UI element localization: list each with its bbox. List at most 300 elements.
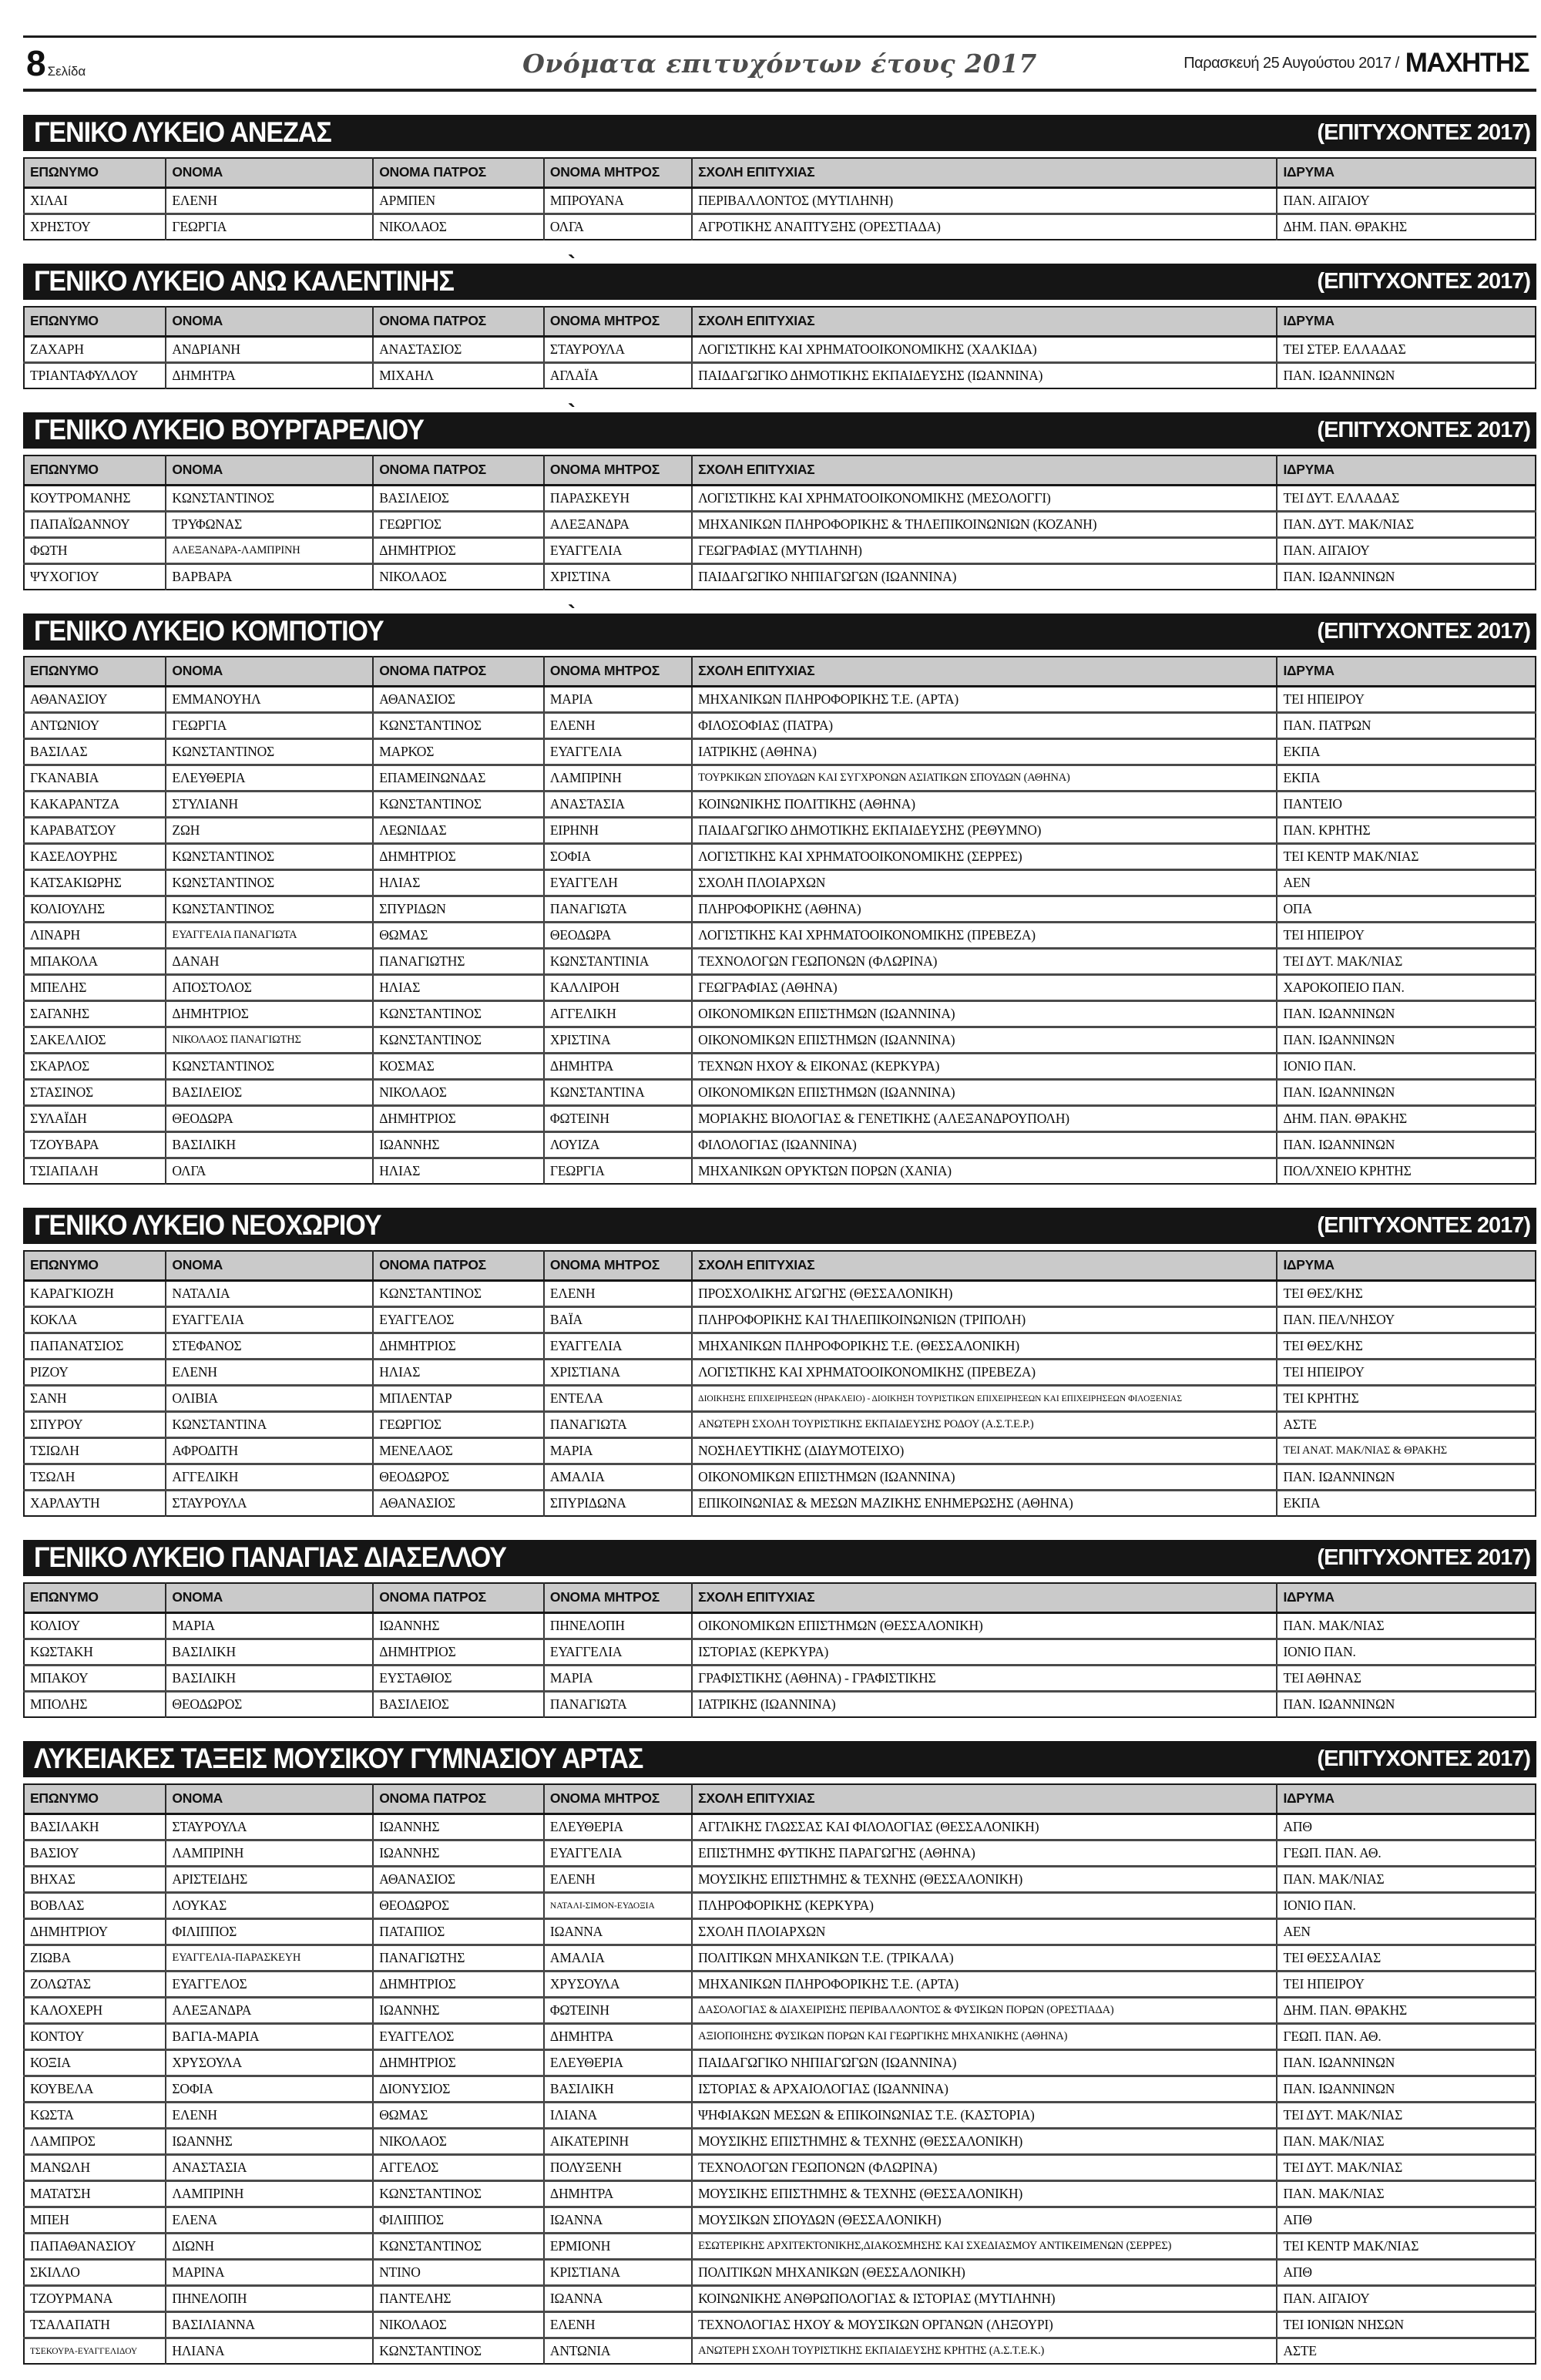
institution-cell: ΔΗΜ. ΠΑΝ. ΘΡΑΚΗΣ xyxy=(1277,1998,1536,2024)
surname-cell: ΣΑΚΕΛΛΙΟΣ xyxy=(24,1027,166,1054)
first-name-cell: ΕΛΕΝΗ xyxy=(166,188,373,214)
surname-cell: ΚΑΛΟΧΕΡΗ xyxy=(24,1998,166,2024)
surname-cell: ΦΩΤΗ xyxy=(24,538,166,564)
student-row xyxy=(24,2338,1536,2365)
father-name-cell: ΑΝΑΣΤΑΣΙΟΣ xyxy=(373,337,544,363)
student-row xyxy=(24,792,1536,818)
surname-cell: ΚΑΚΑΡΑΝΤΖΑ xyxy=(24,792,166,818)
father-name-cell: ΕΥΑΓΓΕΛΟΣ xyxy=(373,2024,544,2050)
school-of-success-cell: ΑΓΡΟΤΙΚΗΣ ΑΝΑΠΤΥΞΗΣ (ΟΡΕΣΤΙΑΔΑ) xyxy=(692,214,1277,240)
father-name-cell: ΠΑΤΑΠΙΟΣ xyxy=(373,1919,544,1945)
page-number: 8 xyxy=(26,43,45,83)
surname-cell: ΚΑΤΣΑΚΙΩΡΗΣ xyxy=(24,870,166,896)
first-name-cell: ΟΛΓΑ xyxy=(166,1158,373,1185)
surname-cell: ΖΙΩΒΑ xyxy=(24,1945,166,1972)
institution-cell: ΤΕΙ ΗΠΕΙΡΟΥ xyxy=(1277,687,1536,713)
mother-name-cell: ΦΩΤΕΙΝΗ xyxy=(544,1998,692,2024)
first-name-cell: ΕΥΑΓΓΕΛΟΣ xyxy=(166,1972,373,1998)
institution-cell: ΠΑΝ. ΑΙΓΑΙΟΥ xyxy=(1277,2286,1536,2312)
first-name-cell: ΑΛΕΞΑΝΔΡΑ-ΛΑΜΠΡΙΝΗ xyxy=(166,538,373,564)
first-name-cell: ΔΙΩΝΗ xyxy=(166,2234,373,2260)
school-of-success-cell: ΠΟΛΙΤΙΚΩΝ ΜΗΧΑΝΙΚΩΝ Τ.Ε. (ΤΡΙΚΑΛΑ) xyxy=(692,1945,1277,1972)
mother-name-cell: ΦΩΤΕΙΝΗ xyxy=(544,1106,692,1132)
father-name-cell: ΕΥΣΤΑΘΙΟΣ xyxy=(373,1666,544,1692)
student-row xyxy=(24,1307,1536,1333)
student-row xyxy=(24,1998,1536,2024)
surname-cell: ΣΚΑΡΛΟΣ xyxy=(24,1054,166,1080)
father-name-cell: ΘΩΜΑΣ xyxy=(373,923,544,949)
surname-cell: ΣΥΛΑΪΔΗ xyxy=(24,1106,166,1132)
school-of-success-cell: ΑΝΩΤΕΡΗ ΣΧΟΛΗ ΤΟΥΡΙΣΤΙΚΗΣ ΕΚΠΑΙΔΕΥΣΗΣ ΡΟΔΟΥ (Α.Σ.Τ.Ε.Ρ.) xyxy=(692,1412,1277,1438)
column-header-institution: ΙΔΡΥΜΑ xyxy=(1277,1784,1536,1814)
student-row xyxy=(24,538,1536,564)
school-of-success-cell: ΠΡΟΣΧΟΛΙΚΗΣ ΑΓΩΓΗΣ (ΘΕΣΣΑΛΟΝΙΚΗ) xyxy=(692,1281,1277,1307)
father-name-cell: ΔΗΜΗΤΡΙΟΣ xyxy=(373,1106,544,1132)
school-of-success-cell: ΣΧΟΛΗ ΠΛΟΙΑΡΧΩΝ xyxy=(692,1919,1277,1945)
mother-name-cell: ΕΛΕΝΗ xyxy=(544,713,692,739)
masthead-right xyxy=(1173,48,1529,79)
mother-name-cell: ΔΗΜΗΤΡΑ xyxy=(544,2181,692,2207)
school-of-success-cell: ΤΕΧΝΩΝ ΗΧΟΥ & ΕΙΚΟΝΑΣ (ΚΕΡΚΥΡΑ) xyxy=(692,1054,1277,1080)
mother-name-cell: ΓΕΩΡΓΙΑ xyxy=(544,1158,692,1185)
surname-cell: ΜΠΟΛΗΣ xyxy=(24,1692,166,1718)
father-name-cell: ΗΛΙΑΣ xyxy=(373,975,544,1001)
column-header-institution: ΙΔΡΥΜΑ xyxy=(1277,158,1536,188)
institution-cell: ΠΑΝ. ΙΩΑΝΝΙΝΩΝ xyxy=(1277,564,1536,590)
first-name-cell: ΒΑΣΙΛΙΚΗ xyxy=(166,1132,373,1158)
student-row xyxy=(24,2129,1536,2155)
student-row xyxy=(24,1281,1536,1307)
school-of-success-cell: ΠΑΙΔΑΓΩΓΙΚΟ ΝΗΠΙΑΓΩΓΩΝ (ΙΩΑΝΝΙΝΑ) xyxy=(692,2050,1277,2076)
father-name-cell: ΝΙΚΟΛΑΟΣ xyxy=(373,2129,544,2155)
student-row xyxy=(24,1814,1536,1840)
mother-name-cell: ΠΑΝΑΓΙΩΤΑ xyxy=(544,1692,692,1718)
first-name-cell: ΑΡΙΣΤΕΙΔΗΣ xyxy=(166,1867,373,1893)
student-row xyxy=(24,2312,1536,2338)
header-row xyxy=(24,1251,1536,1281)
column-header-father-name: ΟΝΟΜΑ ΠΑΤΡΟΣ xyxy=(373,1583,544,1613)
father-name-cell: ΜΑΡΚΟΣ xyxy=(373,739,544,765)
father-name-cell: ΑΘΑΝΑΣΙΟΣ xyxy=(373,687,544,713)
student-row xyxy=(24,1867,1536,1893)
first-name-cell: ΚΩΝΣΤΑΝΤΙΝΟΣ xyxy=(166,896,373,923)
school-of-success-cell: ΜΟΥΣΙΚΗΣ ΕΠΙΣΤΗΜΗΣ & ΤΕΧΝΗΣ (ΘΕΣΣΑΛΟΝΙΚΗ) xyxy=(692,1867,1277,1893)
institution-cell: ΤΕΙ ΗΠΕΙΡΟΥ xyxy=(1277,1360,1536,1386)
institution-cell: ΠΑΝ. ΙΩΑΝΝΙΝΩΝ xyxy=(1277,2076,1536,2103)
father-name-cell: ΦΙΛΙΠΠΟΣ xyxy=(373,2207,544,2234)
header-row xyxy=(24,455,1536,486)
first-name-cell: ΛΟΥΚΑΣ xyxy=(166,1893,373,1919)
column-header-first-name: ΟΝΟΜΑ xyxy=(166,657,373,687)
school-of-success-cell: ΠΛΗΡΟΦΟΡΙΚΗΣ ΚΑΙ ΤΗΛΕΠΙΚΟΙΝΩΝΙΩΝ (ΤΡΙΠΟΛΗ) xyxy=(692,1307,1277,1333)
student-row xyxy=(24,564,1536,590)
student-row xyxy=(24,2103,1536,2129)
student-row xyxy=(24,363,1536,389)
student-row xyxy=(24,1386,1536,1412)
student-row xyxy=(24,1613,1536,1639)
column-header-surname: ΕΠΩΝΥΜΟ xyxy=(24,1583,166,1613)
section-title-bar xyxy=(23,115,1536,151)
first-name-cell: ΚΩΝΣΤΑΝΤΙΝΟΣ xyxy=(166,1054,373,1080)
institution-cell: ΤΕΙ ΑΘΗΝΑΣ xyxy=(1277,1666,1536,1692)
institution-cell: ΑΣΤΕ xyxy=(1277,1412,1536,1438)
school-of-success-cell: ΠΕΡΙΒΑΛΛΟΝΤΟΣ (ΜΥΤΙΛΗΝΗ) xyxy=(692,188,1277,214)
institution-cell: ΤΕΙ ΔΥΤ. ΕΛΛΑΔΑΣ xyxy=(1277,486,1536,512)
surname-cell: ΧΡΗΣΤΟΥ xyxy=(24,214,166,240)
section-title: ΓΕΝΙΚΟ ΛΥΚΕΙΟ ΑΝΕΖΑΣ xyxy=(34,116,331,149)
institution-cell: ΔΗΜ. ΠΑΝ. ΘΡΑΚΗΣ xyxy=(1277,214,1536,240)
institution-cell: ΙΟΝΙΟ ΠΑΝ. xyxy=(1277,1054,1536,1080)
mother-name-cell: ΕΥΑΓΓΕΛΙΑ xyxy=(544,1333,692,1360)
mother-name-cell: ΧΡΙΣΤΙΑΝΑ xyxy=(544,1360,692,1386)
student-row xyxy=(24,1893,1536,1919)
surname-cell: ΑΘΑΝΑΣΙΟΥ xyxy=(24,687,166,713)
column-header-school-of-success: ΣΧΟΛΗ ΕΠΙΤΥΧΙΑΣ xyxy=(692,307,1277,337)
school-of-success-cell: ΙΣΤΟΡΙΑΣ & ΑΡΧΑΙΟΛΟΓΙΑΣ (ΙΩΑΝΝΙΝΑ) xyxy=(692,2076,1277,2103)
institution-cell: ΠΑΝ. ΜΑΚ/ΝΙΑΣ xyxy=(1277,2181,1536,2207)
school-of-success-cell: ΚΟΙΝΩΝΙΚΗΣ ΠΟΛΙΤΙΚΗΣ (ΑΘΗΝΑ) xyxy=(692,792,1277,818)
surname-cell: ΚΩΣΤΑ xyxy=(24,2103,166,2129)
father-name-cell: ΗΛΙΑΣ xyxy=(373,1158,544,1185)
section-title-bar xyxy=(23,601,1536,650)
mother-name-cell: ΠΟΛΥΞΕΝΗ xyxy=(544,2155,692,2181)
first-name-cell: ΣΟΦΙΑ xyxy=(166,2076,373,2103)
header-row xyxy=(24,1784,1536,1814)
surname-cell: ΚΑΣΕΛΟΥΡΗΣ xyxy=(24,844,166,870)
father-name-cell: ΠΑΝΑΓΙΩΤΗΣ xyxy=(373,1945,544,1972)
institution-cell: ΤΕΙ ΘΕΣΣΑΛΙΑΣ xyxy=(1277,1945,1536,1972)
father-name-cell: ΠΑΝΤΕΛΗΣ xyxy=(373,2286,544,2312)
father-name-cell: ΔΗΜΗΤΡΙΟΣ xyxy=(373,1639,544,1666)
school-of-success-cell: ΜΟΥΣΙΚΗΣ ΕΠΙΣΤΗΜΗΣ & ΤΕΧΝΗΣ (ΘΕΣΣΑΛΟΝΙΚΗ) xyxy=(692,2129,1277,2155)
surname-cell: ΛΙΝΑΡΗ xyxy=(24,923,166,949)
first-name-cell: ΒΑΡΒΑΡΑ xyxy=(166,564,373,590)
column-header-father-name: ΟΝΟΜΑ ΠΑΤΡΟΣ xyxy=(373,657,544,687)
mother-name-cell: ΕΥΑΓΓΕΛΙΑ xyxy=(544,1840,692,1867)
school-of-success-cell: ΛΟΓΙΣΤΙΚΗΣ ΚΑΙ ΧΡΗΜΑΤΟΟΙΚΟΝΟΜΙΚΗΣ (ΜΕΣΟΛΟΓΓΙ) xyxy=(692,486,1277,512)
mother-name-cell: ΠΗΝΕΛΟΠΗ xyxy=(544,1613,692,1639)
first-name-cell: ΑΦΡΟΔΙΤΗ xyxy=(166,1438,373,1464)
first-name-cell: ΓΕΩΡΓΙΑ xyxy=(166,214,373,240)
surname-cell: ΚΟΚΛΑ xyxy=(24,1307,166,1333)
column-header-school-of-success: ΣΧΟΛΗ ΕΠΙΤΥΧΙΑΣ xyxy=(692,1583,1277,1613)
mother-name-cell: ΙΩΑΝΝΑ xyxy=(544,2286,692,2312)
student-row xyxy=(24,1491,1536,1517)
successes-2017-badge: (ΕΠΙΤΥΧΟΝΤΕΣ 2017) xyxy=(1317,269,1530,294)
father-name-cell: ΝΙΚΟΛΑΟΣ xyxy=(373,214,544,240)
school-of-success-cell: ΓΕΩΓΡΑΦΙΑΣ (ΜΥΤΙΛΗΝΗ) xyxy=(692,538,1277,564)
first-name-cell: ΚΩΝΣΤΑΝΤΙΝΟΣ xyxy=(166,739,373,765)
admissions-table xyxy=(23,1250,1536,1517)
surname-cell: ΣΠΥΡΟΥ xyxy=(24,1412,166,1438)
first-name-cell: ΚΩΝΣΤΑΝΤΙΝΟΣ xyxy=(166,844,373,870)
first-name-cell: ΕΛΕΝΑ xyxy=(166,2207,373,2234)
surname-cell: ΚΟΛΙΟΥ xyxy=(24,1613,166,1639)
surname-cell: ΠΑΠΑΘΑΝΑΣΙΟΥ xyxy=(24,2234,166,2260)
institution-cell: ΙΟΝΙΟ ΠΑΝ. xyxy=(1277,1639,1536,1666)
institution-cell: ΤΕΙ ΚΕΝΤΡ ΜΑΚ/ΝΙΑΣ xyxy=(1277,2234,1536,2260)
school-of-success-cell: ΔΑΣΟΛΟΓΙΑΣ & ΔΙΑΧΕΙΡΙΣΗΣ ΠΕΡΙΒΑΛΛΟΝΤΟΣ & ΦΥΣΙΚΩΝ ΠΟΡΩΝ (ΟΡΕΣΤΙΑΔΑ) xyxy=(692,1998,1277,2024)
first-name-cell: ΔΗΜΗΤΡΙΟΣ xyxy=(166,1001,373,1027)
first-name-cell: ΕΛΕΝΗ xyxy=(166,1360,373,1386)
father-name-cell: ΘΕΟΔΩΡΟΣ xyxy=(373,1893,544,1919)
father-name-cell: ΔΗΜΗΤΡΙΟΣ xyxy=(373,538,544,564)
student-row xyxy=(24,2207,1536,2234)
student-row xyxy=(24,1106,1536,1132)
first-name-cell: ΝΑΤΑΛΙΑ xyxy=(166,1281,373,1307)
first-name-cell: ΛΑΜΠΡΙΝΗ xyxy=(166,1840,373,1867)
school-of-success-cell: ΓΡΑΦΙΣΤΙΚΗΣ (ΑΘΗΝΑ) - ΓΡΑΦΙΣΤΙΚΗΣ xyxy=(692,1666,1277,1692)
father-name-cell: ΕΥΑΓΓΕΛΟΣ xyxy=(373,1307,544,1333)
school-of-success-cell: ΕΠΙΣΤΗΜΗΣ ΦΥΤΙΚΗΣ ΠΑΡΑΓΩΓΗΣ (ΑΘΗΝΑ) xyxy=(692,1840,1277,1867)
institution-cell: ΤΕΙ ΙΟΝΙΩΝ ΝΗΣΩΝ xyxy=(1277,2312,1536,2338)
first-name-cell: ΑΝΔΡΙΑΝΗ xyxy=(166,337,373,363)
column-header-surname: ΕΠΩΝΥΜΟ xyxy=(24,158,166,188)
mother-name-cell: ΑΝΑΣΤΑΣΙΑ xyxy=(544,792,692,818)
column-header-father-name: ΟΝΟΜΑ ΠΑΤΡΟΣ xyxy=(373,455,544,486)
student-row xyxy=(24,870,1536,896)
father-name-cell: ΚΩΝΣΤΑΝΤΙΝΟΣ xyxy=(373,1281,544,1307)
mother-name-cell: ΑΜΑΛΙΑ xyxy=(544,1464,692,1491)
school-of-success-cell: ΤΟΥΡΚΙΚΩΝ ΣΠΟΥΔΩΝ ΚΑΙ ΣΥΓΧΡΟΝΩΝ ΑΣΙΑΤΙΚΩΝ ΣΠΟΥΔΩΝ (ΑΘΗΝΑ) xyxy=(692,765,1277,792)
institution-cell: ΠΑΝ. ΜΑΚ/ΝΙΑΣ xyxy=(1277,1613,1536,1639)
admissions-table xyxy=(23,1582,1536,1718)
student-row xyxy=(24,1840,1536,1867)
school-section-7 xyxy=(23,1741,1536,2365)
mother-name-cell: ΒΑΣΙΛΙΚΗ xyxy=(544,2076,692,2103)
institution-cell: ΠΑΝ. ΠΑΤΡΩΝ xyxy=(1277,713,1536,739)
column-header-school-of-success: ΣΧΟΛΗ ΕΠΙΤΥΧΙΑΣ xyxy=(692,1784,1277,1814)
section-title-bar xyxy=(23,1540,1536,1576)
father-name-cell: ΝΙΚΟΛΑΟΣ xyxy=(373,564,544,590)
surname-cell: ΡΙΖΟΥ xyxy=(24,1360,166,1386)
student-row xyxy=(24,486,1536,512)
father-name-cell: ΗΛΙΑΣ xyxy=(373,870,544,896)
school-of-success-cell: ΔΙΟΙΚΗΣΗΣ ΕΠΙΧΕΙΡΗΣΕΩΝ (ΗΡΑΚΛΕΙΟ) - ΔΙΟΙΚΗΣΗ ΤΟΥΡΙΣΤΙΚΩΝ ΕΠΙΧΕΙΡΗΣΕΩΝ ΚΑΙ ΕΠΙΧΕΙΡΗΣΕΩΝ ΦΙΛΟΞΕΝΙΑΣ xyxy=(692,1386,1277,1412)
surname-cell: ΖΑΧΑΡΗ xyxy=(24,337,166,363)
student-row xyxy=(24,2286,1536,2312)
first-name-cell: ΠΗΝΕΛΟΠΗ xyxy=(166,2286,373,2312)
institution-cell: ΑΠΘ xyxy=(1277,2207,1536,2234)
institution-cell: ΑΠΘ xyxy=(1277,1814,1536,1840)
surname-cell: ΒΗΧΑΣ xyxy=(24,1867,166,1893)
mother-name-cell: ΕΥΑΓΓΕΛΙΑ xyxy=(544,538,692,564)
column-header-first-name: ΟΝΟΜΑ xyxy=(166,1784,373,1814)
first-name-cell: ΖΩΗ xyxy=(166,818,373,844)
institution-cell: ΔΗΜ. ΠΑΝ. ΘΡΑΚΗΣ xyxy=(1277,1106,1536,1132)
column-header-father-name: ΟΝΟΜΑ ΠΑΤΡΟΣ xyxy=(373,158,544,188)
student-row xyxy=(24,818,1536,844)
school-section-1 xyxy=(23,115,1536,240)
school-section-6 xyxy=(23,1540,1536,1718)
institution-cell: ΤΕΙ ΚΡΗΤΗΣ xyxy=(1277,1386,1536,1412)
father-name-cell: ΚΩΝΣΤΑΝΤΙΝΟΣ xyxy=(373,1001,544,1027)
mother-name-cell: ΠΑΝΑΓΙΩΤΑ xyxy=(544,1412,692,1438)
mother-name-cell: ΑΝΤΩΝΙΑ xyxy=(544,2338,692,2365)
school-of-success-cell: ΙΑΤΡΙΚΗΣ (ΑΘΗΝΑ) xyxy=(692,739,1277,765)
father-name-cell: ΛΕΩΝΙΔΑΣ xyxy=(373,818,544,844)
institution-cell: ΕΚΠΑ xyxy=(1277,739,1536,765)
successes-2017-badge: (ΕΠΙΤΥΧΟΝΤΕΣ 2017) xyxy=(1317,1545,1530,1570)
student-row xyxy=(24,2181,1536,2207)
school-of-success-cell: ΕΠΙΚΟΙΝΩΝΙΑΣ & ΜΕΣΩΝ ΜΑΖΙΚΗΣ ΕΝΗΜΕΡΩΣΗΣ (ΑΘΗΝΑ) xyxy=(692,1491,1277,1517)
mother-name-cell: ΒΑΪΑ xyxy=(544,1307,692,1333)
surname-cell: ΜΠΑΚΟΥ xyxy=(24,1666,166,1692)
first-name-cell: ΕΛΕΥΘΕΡΙΑ xyxy=(166,765,373,792)
father-name-cell: ΒΑΣΙΛΕΙΟΣ xyxy=(373,486,544,512)
institution-cell: ΑΠΘ xyxy=(1277,2260,1536,2286)
header-row xyxy=(24,158,1536,188)
column-header-father-name: ΟΝΟΜΑ ΠΑΤΡΟΣ xyxy=(373,1251,544,1281)
father-name-cell: ΚΟΣΜΑΣ xyxy=(373,1054,544,1080)
school-of-success-cell: ΟΙΚΟΝΟΜΙΚΩΝ ΕΠΙΣΤΗΜΩΝ (ΙΩΑΝΝΙΝΑ) xyxy=(692,1027,1277,1054)
mother-name-cell: ΕΛΕΝΗ xyxy=(544,1867,692,1893)
mother-name-cell: ΛΑΜΠΡΙΝΗ xyxy=(544,765,692,792)
section-title-bar xyxy=(23,400,1536,449)
institution-cell: ΙΟΝΙΟ ΠΑΝ. xyxy=(1277,1893,1536,1919)
school-of-success-cell: ΟΙΚΟΝΟΜΙΚΩΝ ΕΠΙΣΤΗΜΩΝ (ΙΩΑΝΝΙΝΑ) xyxy=(692,1464,1277,1491)
institution-cell: ΠΑΝ. ΜΑΚ/ΝΙΑΣ xyxy=(1277,2129,1536,2155)
surname-cell: ΤΖΟΥΡΜΑΝΑ xyxy=(24,2286,166,2312)
surname-cell: ΓΚΑΝΑΒΙΑ xyxy=(24,765,166,792)
student-row xyxy=(24,844,1536,870)
institution-cell: ΤΕΙ ΔΥΤ. ΜΑΚ/ΝΙΑΣ xyxy=(1277,2103,1536,2129)
school-of-success-cell: ΑΓΓΛΙΚΗΣ ΓΛΩΣΣΑΣ ΚΑΙ ΦΙΛΟΛΟΓΙΑΣ (ΘΕΣΣΑΛΟΝΙΚΗ) xyxy=(692,1814,1277,1840)
first-name-cell: ΒΑΣΙΛΙΚΗ xyxy=(166,1666,373,1692)
father-name-cell: ΚΩΝΣΤΑΝΤΙΝΟΣ xyxy=(373,2338,544,2365)
school-of-success-cell: ΜΗΧΑΝΙΚΩΝ ΠΛΗΡΟΦΟΡΙΚΗΣ Τ.Ε. (ΑΡΤΑ) xyxy=(692,687,1277,713)
father-name-cell: ΓΕΩΡΓΙΟΣ xyxy=(373,512,544,538)
institution-cell: ΠΑΝ. ΙΩΑΝΝΙΝΩΝ xyxy=(1277,2050,1536,2076)
first-name-cell: ΔΑΝΑΗ xyxy=(166,949,373,975)
header-row xyxy=(24,1583,1536,1613)
stray-tick-mark: ` xyxy=(568,400,576,425)
first-name-cell: ΝΙΚΟΛΑΟΣ ΠΑΝΑΓΙΩΤΗΣ xyxy=(166,1027,373,1054)
school-of-success-cell: ΕΣΩΤΕΡΙΚΗΣ ΑΡΧΙΤΕΚΤΟΝΙΚΗΣ,ΔΙΑΚΟΣΜΗΣΗΣ ΚΑΙ ΣΧΕΔΙΑΣΜΟΥ ΑΝΤΙΚΕΙΜΕΝΩΝ (ΣΕΡΡΕΣ) xyxy=(692,2234,1277,2260)
mother-name-cell: ΑΓΓΕΛΙΚΗ xyxy=(544,1001,692,1027)
school-of-success-cell: ΟΙΚΟΝΟΜΙΚΩΝ ΕΠΙΣΤΗΜΩΝ (ΘΕΣΣΑΛΟΝΙΚΗ) xyxy=(692,1613,1277,1639)
school-of-success-cell: ΠΛΗΡΟΦΟΡΙΚΗΣ (ΑΘΗΝΑ) xyxy=(692,896,1277,923)
first-name-cell: ΜΑΡΙΑ xyxy=(166,1613,373,1639)
institution-cell: ΕΚΠΑ xyxy=(1277,765,1536,792)
school-section-5 xyxy=(23,1208,1536,1517)
column-header-mother-name: ΟΝΟΜΑ ΜΗΤΡΟΣ xyxy=(544,455,692,486)
surname-cell: ΠΑΠΑΝΑΤΣΙΟΣ xyxy=(24,1333,166,1360)
student-row xyxy=(24,188,1536,214)
father-name-cell: ΓΕΩΡΓΙΟΣ xyxy=(373,1412,544,1438)
mother-name-cell: ΕΥΑΓΓΕΛΙΑ xyxy=(544,739,692,765)
school-section-3 xyxy=(23,400,1536,590)
father-name-cell: ΙΩΑΝΝΗΣ xyxy=(373,1840,544,1867)
mother-name-cell: ΕΛΕΝΗ xyxy=(544,2312,692,2338)
first-name-cell: ΑΓΓΕΛΙΚΗ xyxy=(166,1464,373,1491)
first-name-cell: ΕΜΜΑΝΟΥΗΛ xyxy=(166,687,373,713)
student-row xyxy=(24,1464,1536,1491)
student-row xyxy=(24,687,1536,713)
father-name-cell: ΔΗΜΗΤΡΙΟΣ xyxy=(373,1333,544,1360)
mother-name-cell: ΣΠΥΡΙΔΩΝΑ xyxy=(544,1491,692,1517)
first-name-cell: ΔΗΜΗΤΡΑ xyxy=(166,363,373,389)
student-row xyxy=(24,896,1536,923)
mother-name-cell: ΝΑΤΑΛΙ-ΣΙΜΟΝ-ΕΥΔΟΞΙΑ xyxy=(544,1893,692,1919)
surname-cell: ΜΠΑΚΟΛΑ xyxy=(24,949,166,975)
school-of-success-cell: ΦΙΛΟΛΟΓΙΑΣ (ΙΩΑΝΝΙΝΑ) xyxy=(692,1132,1277,1158)
successes-2017-badge: (ΕΠΙΤΥΧΟΝΤΕΣ 2017) xyxy=(1317,1746,1530,1771)
institution-cell: ΓΕΩΠ. ΠΑΝ. ΑΘ. xyxy=(1277,1840,1536,1867)
column-header-school-of-success: ΣΧΟΛΗ ΕΠΙΤΥΧΙΑΣ xyxy=(692,1251,1277,1281)
institution-cell: ΤΕΙ ΔΥΤ. ΜΑΚ/ΝΙΑΣ xyxy=(1277,949,1536,975)
institution-cell: ΤΕΙ ΗΠΕΙΡΟΥ xyxy=(1277,923,1536,949)
father-name-cell: ΑΘΑΝΑΣΙΟΣ xyxy=(373,1491,544,1517)
institution-cell: ΕΚΠΑ xyxy=(1277,1491,1536,1517)
first-name-cell: ΑΛΕΞΑΝΔΡΑ xyxy=(166,1998,373,2024)
school-of-success-cell: ΠΑΙΔΑΓΩΓΙΚΟ ΔΗΜΟΤΙΚΗΣ ΕΚΠΑΙΔΕΥΣΗΣ (ΙΩΑΝΝΙΝΑ) xyxy=(692,363,1277,389)
school-of-success-cell: ΜΗΧΑΝΙΚΩΝ ΠΛΗΡΟΦΟΡΙΚΗΣ Τ.Ε. (ΘΕΣΣΑΛΟΝΙΚΗ) xyxy=(692,1333,1277,1360)
column-header-mother-name: ΟΝΟΜΑ ΜΗΤΡΟΣ xyxy=(544,657,692,687)
school-section-2 xyxy=(23,251,1536,389)
first-name-cell: ΚΩΝΣΤΑΝΤΙΝΑ xyxy=(166,1412,373,1438)
first-name-cell: ΣΤΑΥΡΟΥΛΑ xyxy=(166,1491,373,1517)
first-name-cell: ΜΑΡΙΝΑ xyxy=(166,2260,373,2286)
institution-cell: ΠΑΝΤΕΙΟ xyxy=(1277,792,1536,818)
father-name-cell: ΝΙΚΟΛΑΟΣ xyxy=(373,1080,544,1106)
student-row xyxy=(24,1333,1536,1360)
column-header-surname: ΕΠΩΝΥΜΟ xyxy=(24,455,166,486)
institution-cell: ΠΟΛ/ΧΝΕΙΟ ΚΡΗΤΗΣ xyxy=(1277,1158,1536,1185)
student-row xyxy=(24,1438,1536,1464)
school-of-success-cell: ΚΟΙΝΩΝΙΚΗΣ ΑΝΘΡΩΠΟΛΟΓΙΑΣ & ΙΣΤΟΡΙΑΣ (ΜΥΤΙΛΗΝΗ) xyxy=(692,2286,1277,2312)
school-of-success-cell: ΜΗΧΑΝΙΚΩΝ ΟΡΥΚΤΩΝ ΠΟΡΩΝ (ΧΑΝΙΑ) xyxy=(692,1158,1277,1185)
section-title-bar xyxy=(23,1208,1536,1244)
school-of-success-cell: ΛΟΓΙΣΤΙΚΗΣ ΚΑΙ ΧΡΗΜΑΤΟΟΙΚΟΝΟΜΙΚΗΣ (ΧΑΛΚΙΔΑ) xyxy=(692,337,1277,363)
school-of-success-cell: ΜΗΧΑΝΙΚΩΝ ΠΛΗΡΟΦΟΡΙΚΗΣ & ΤΗΛΕΠΙΚΟΙΝΩΝΙΩΝ (ΚΟΖΑΝΗ) xyxy=(692,512,1277,538)
student-row xyxy=(24,2234,1536,2260)
mother-name-cell: ΜΠΡΟΥΑΝΑ xyxy=(544,188,692,214)
father-name-cell: ΙΩΑΝΝΗΣ xyxy=(373,1132,544,1158)
school-of-success-cell: ΟΙΚΟΝΟΜΙΚΩΝ ΕΠΙΣΤΗΜΩΝ (ΙΩΑΝΝΙΝΑ) xyxy=(692,1080,1277,1106)
mother-name-cell: ΠΑΝΑΓΙΩΤΑ xyxy=(544,896,692,923)
father-name-cell: ΙΩΑΝΝΗΣ xyxy=(373,1814,544,1840)
institution-cell: ΟΠΑ xyxy=(1277,896,1536,923)
mother-name-cell: ΚΡΙΣΤΙΑΝΑ xyxy=(544,2260,692,2286)
first-name-cell: ΑΝΑΣΤΑΣΙΑ xyxy=(166,2155,373,2181)
admissions-table xyxy=(23,656,1536,1185)
institution-cell: ΠΑΝ. ΜΑΚ/ΝΙΑΣ xyxy=(1277,1867,1536,1893)
mother-name-cell: ΜΑΡΙΑ xyxy=(544,1438,692,1464)
father-name-cell: ΚΩΝΣΤΑΝΤΙΝΟΣ xyxy=(373,713,544,739)
father-name-cell: ΘΕΟΔΩΡΟΣ xyxy=(373,1464,544,1491)
student-row xyxy=(24,2024,1536,2050)
column-header-first-name: ΟΝΟΜΑ xyxy=(166,1251,373,1281)
column-header-mother-name: ΟΝΟΜΑ ΜΗΤΡΟΣ xyxy=(544,1251,692,1281)
student-row xyxy=(24,1027,1536,1054)
surname-cell: ΤΣΙΩΛΗ xyxy=(24,1438,166,1464)
school-of-success-cell: ΤΕΧΝΟΛΟΓΩΝ ΓΕΩΠΟΝΩΝ (ΦΛΩΡΙΝΑ) xyxy=(692,949,1277,975)
surname-cell: ΤΡΙΑΝΤΑΦΥΛΛΟΥ xyxy=(24,363,166,389)
mother-name-cell: ΑΙΚΑΤΕΡΙΝΗ xyxy=(544,2129,692,2155)
first-name-cell: ΒΑΣΙΛΙΚΗ xyxy=(166,1639,373,1666)
surname-cell: ΤΣΕΚΟΥΡΑ-ΕΥΑΓΓΕΛΙΔΟΥ xyxy=(24,2338,166,2365)
column-header-institution: ΙΔΡΥΜΑ xyxy=(1277,1251,1536,1281)
institution-cell: ΤΕΙ ΣΤΕΡ. ΕΛΛΑΔΑΣ xyxy=(1277,337,1536,363)
section-title: ΓΕΝΙΚΟ ΛΥΚΕΙΟ ΝΕΟΧΩΡΙΟΥ xyxy=(34,1209,381,1242)
first-name-cell: ΑΠΟΣΤΟΛΟΣ xyxy=(166,975,373,1001)
school-of-success-cell: ΛΟΓΙΣΤΙΚΗΣ ΚΑΙ ΧΡΗΜΑΤΟΟΙΚΟΝΟΜΙΚΗΣ (ΠΡΕΒΕΖΑ) xyxy=(692,1360,1277,1386)
school-of-success-cell: ΠΟΛΙΤΙΚΩΝ ΜΗΧΑΝΙΚΩΝ (ΘΕΣΣΑΛΟΝΙΚΗ) xyxy=(692,2260,1277,2286)
surname-cell: ΤΖΟΥΒΑΡΑ xyxy=(24,1132,166,1158)
surname-cell: ΖΟΛΩΤΑΣ xyxy=(24,1972,166,1998)
student-row xyxy=(24,1132,1536,1158)
